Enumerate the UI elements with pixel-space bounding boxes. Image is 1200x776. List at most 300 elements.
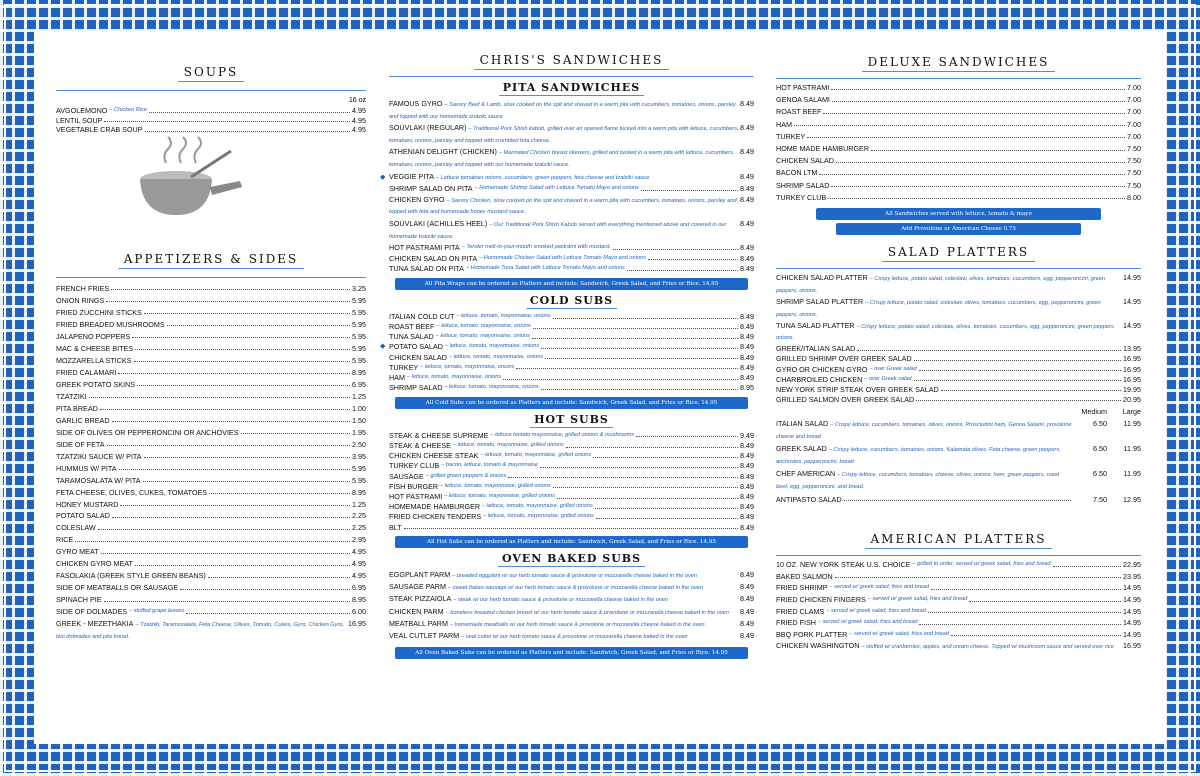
menu-item-body	[56, 416, 352, 426]
menu-item-price: 14.95	[1123, 296, 1141, 306]
menu-item-price: 14.95	[1123, 583, 1141, 593]
menu-item-body	[389, 184, 740, 194]
menu-item	[389, 492, 754, 502]
menu-item-price: 8.95	[740, 383, 754, 393]
menu-item-desc: – Homemade Tuna Salad with Lettuce Tomato Mayo and onions	[465, 265, 625, 272]
column-soups-appetizers	[56, 65, 366, 645]
menu-item-name: SAUSAGE	[389, 471, 424, 481]
menu-item-desc: – lettuce, tomato, mayonnaise, onions	[406, 374, 502, 381]
dot-leader	[112, 421, 350, 422]
menu-item	[776, 595, 1141, 605]
menu-item-name: HOMEMADE HAMBURGER	[389, 502, 481, 512]
menu-item	[389, 219, 754, 242]
menu-item-desc: – Crispy lettuce, cucumbers, tomatoes, olives, onions, Prosciuttini ham, Genoa Salami, provolone cheese and bread	[776, 422, 1072, 440]
dot-leader	[914, 380, 1121, 381]
menu-item	[389, 582, 754, 594]
menu-item-body	[776, 630, 1123, 640]
menu-item-name: SHRIMP SALAD	[776, 180, 830, 190]
menu-item-body	[56, 511, 352, 521]
menu-item-price: 2.25	[352, 523, 366, 533]
menu-item-name: CHARBROILED CHICKEN	[776, 374, 863, 384]
menu-item-body	[56, 607, 352, 617]
menu-item-name: SHRIMP SALAD ON PITA	[389, 184, 473, 194]
menu-item-desc: – served w/ greek salad, fries and bread	[829, 584, 930, 591]
dot-leader	[553, 487, 738, 488]
dot-leader	[508, 477, 738, 478]
menu-item-name: FRIED BREADED MUSHROOMS	[56, 319, 165, 329]
menu-item-desc: – sweet Italian sausage w/ our herb tomato sauce & provolone or mozzarella cheese baked in the oven	[447, 585, 703, 592]
dot-leader	[516, 368, 738, 369]
menu-item-body	[389, 264, 740, 274]
menu-item	[776, 469, 1141, 492]
menu-item-price: 8.49	[740, 184, 754, 194]
menu-item-name: JALAPENO POPPERS	[56, 331, 131, 341]
menu-item-name: GREEK/ITALIAN SALAD	[776, 344, 856, 354]
menu-item-body	[389, 582, 740, 594]
pita-banner: All Pita Wraps can be ordered as Platters and include: Sandwich, Greek Salad, and Fries or Rice. 14.95	[395, 278, 748, 290]
menu-item-body	[776, 297, 1123, 320]
menu-item-name: SIDE OF OLIVES OR PEPPERONCINI OR ANCHOVIES	[56, 427, 239, 437]
menu-item-body	[389, 363, 740, 373]
menu-item-body	[776, 132, 1127, 142]
menu-item	[776, 375, 1141, 385]
american-list	[776, 560, 1141, 653]
menu-item	[56, 500, 366, 510]
appetizers-title: APPETIZERS & SIDES	[56, 252, 366, 269]
menu-item-price: 8.49	[740, 123, 754, 133]
menu-item-body	[776, 583, 1123, 593]
menu-item-name: FRIED FISH	[776, 618, 816, 628]
menu-item-name: TUNA SALAD	[389, 332, 434, 342]
menu-item-desc: – lettuce, tomato, mayonnaise, onions	[444, 343, 540, 350]
menu-item	[389, 472, 754, 482]
dot-leader	[969, 601, 1121, 602]
menu-item-desc: – Lettuce tomatoes onions, cucumbers, green peppers, feta cheese and tzatziki sauce	[436, 174, 650, 181]
medium-label: Medium	[1081, 407, 1107, 417]
menu-item-body	[776, 168, 1127, 178]
salad-sized-list	[776, 419, 1141, 504]
dot-leader	[844, 500, 1071, 501]
menu-item-body	[56, 571, 352, 581]
menu-item	[389, 441, 754, 451]
menu-item-desc: – lettuce, tomato, mayonnaise, onions	[420, 363, 515, 370]
dot-leader	[931, 589, 1121, 590]
menu-item-body	[389, 472, 740, 482]
menu-item-name: ROAST BEEF	[776, 107, 822, 117]
dot-leader	[835, 577, 1121, 578]
dot-leader	[209, 493, 350, 494]
menu-item-body	[389, 461, 740, 471]
menu-item-body	[389, 312, 740, 322]
menu-item-price: 8.95	[352, 487, 366, 497]
menu-item-desc: – Savory Chicken, slow cooked on the spit and shaved in a warm pita with cucumbers, tomatoes, onions, parsley and topped with feta and homemade honey mustard sauce.	[389, 197, 737, 216]
menu-item	[776, 385, 1141, 395]
menu-item-body	[56, 404, 352, 414]
menu-item-name: STEAK & CHEESE	[389, 441, 451, 450]
dot-leader	[135, 565, 350, 566]
dot-leader	[595, 508, 738, 509]
menu-item-body	[776, 107, 1127, 117]
menu-item-price: 8.49	[740, 631, 754, 641]
menu-item-body	[776, 144, 1127, 154]
dot-leader	[533, 328, 738, 329]
menu-item-price: 7.50	[1127, 156, 1141, 166]
menu-item-desc: – grilled to order, served w/ greek salad, fries and bread	[912, 561, 1051, 568]
menu-item-price: 8.49	[740, 373, 754, 383]
menu-item-name: FAMOUS GYRO	[389, 99, 443, 108]
menu-item-body	[776, 469, 1073, 492]
menu-item-price: 1.25	[352, 499, 366, 509]
menu-item-name: GREEK - MEZETHAKIA	[56, 619, 134, 629]
cold-subs-title: COLD SUBS	[389, 294, 754, 309]
menu-item-body	[776, 120, 1127, 130]
menu-item-price: 14.95	[1123, 320, 1141, 330]
appetizers-list	[56, 284, 366, 643]
menu-item	[56, 106, 366, 116]
menu-item-name: AVGOLEMONO	[56, 106, 108, 115]
menu-item	[56, 583, 366, 593]
menu-item-name: GRILLED SALMON OVER GREEK SALAD	[776, 394, 915, 404]
menu-item-price: 19.95	[1123, 384, 1141, 394]
menu-item	[776, 193, 1141, 203]
menu-item	[56, 284, 366, 294]
menu-item	[389, 243, 754, 253]
menu-item-body	[389, 383, 740, 393]
deluxe-list	[776, 83, 1141, 202]
menu-item	[56, 476, 366, 486]
menu-item-body	[56, 368, 352, 378]
menu-item	[776, 395, 1141, 405]
menu-item-name: CHICKEN GYRO MEAT	[56, 559, 133, 569]
menu-item	[56, 332, 366, 342]
menu-item	[389, 332, 754, 342]
menu-item	[776, 365, 1141, 375]
menu-item-name: FRIED ZUCCHINI STICKS	[56, 307, 142, 317]
menu-item-desc: – lettuce, tomato, mayonnaise, onions	[456, 312, 551, 319]
menu-item-desc: – lettuce tomato mayonnaise, grilled onions & mushrooms	[490, 431, 635, 438]
dot-leader	[241, 433, 350, 434]
menu-item-price: 16.95	[1123, 364, 1141, 374]
menu-item-price-large: 11.95	[1123, 444, 1141, 454]
menu-item	[776, 144, 1141, 154]
menu-item-body	[389, 243, 740, 253]
menu-item	[389, 363, 754, 373]
menu-item-body	[56, 488, 352, 498]
menu-item-price: 5.95	[352, 475, 366, 485]
menu-item-body	[389, 322, 740, 332]
menu-item-body	[56, 284, 352, 294]
menu-item-name: MAC & CHEESE BITES	[56, 343, 134, 353]
dot-leader	[1053, 566, 1121, 567]
menu-item-desc: – lettuce, tomato, mayonnaise, onions	[444, 384, 539, 391]
menu-item-price-medium: 6.50	[1093, 444, 1107, 454]
menu-item-name: FRIED CHICKEN TENDERS	[389, 512, 482, 522]
menu-item-name: FRIED CALAMARI	[56, 367, 117, 377]
menu-item-name: TZATZIKI	[56, 391, 87, 401]
menu-item	[776, 181, 1141, 191]
menu-item-body	[56, 547, 352, 557]
menu-item-price: 7.50	[1127, 168, 1141, 178]
menu-item-price: 9.49	[740, 430, 754, 440]
menu-item-name: HAM	[776, 119, 792, 129]
dot-leader	[186, 613, 350, 614]
menu-item-price: 8.49	[740, 451, 754, 461]
menu-item-name: LENTIL SOUP	[56, 115, 103, 125]
menu-item-name: CHICKEN SALAD ON PITA	[389, 253, 478, 263]
menu-item-price: 8.49	[740, 264, 754, 274]
menu-item	[389, 594, 754, 606]
menu-item-price: 6.95	[352, 583, 366, 593]
menu-item-name: FETA CHEESE, OLIVES, CUKES, TOMATOES	[56, 487, 208, 497]
dot-leader	[144, 457, 350, 458]
menu-item-name: TUNA SALAD PLATTER	[776, 320, 855, 330]
dot-leader	[794, 125, 1125, 126]
menu-item	[56, 380, 366, 390]
menu-item-price: 8.49	[740, 171, 754, 181]
menu-item-price: 8.49	[740, 606, 754, 616]
menu-item-name: 10 OZ. NEW YORK STEAK U.S. CHOICE	[776, 560, 911, 570]
menu-item	[380, 171, 754, 184]
menu-item	[776, 321, 1141, 344]
menu-item-price-medium: 6.50	[1093, 419, 1107, 428]
menu-item-name: HAM	[389, 373, 405, 383]
menu-item-price: 5.95	[352, 355, 366, 365]
dot-leader	[823, 113, 1125, 114]
dot-leader	[916, 400, 1121, 401]
menu-item-body	[56, 344, 352, 354]
menu-item-name: GRILLED SHRIMP OVER GREEK SALAD	[776, 354, 912, 364]
menu-item-body	[56, 583, 352, 593]
menu-item-price: 1.25	[352, 391, 366, 401]
dot-leader	[75, 541, 350, 542]
menu-item	[56, 535, 366, 545]
soups-size-label: 16 oz	[348, 97, 366, 104]
menu-item-body	[389, 607, 740, 619]
dot-leader	[149, 112, 350, 113]
menu-item-price: 1.00	[352, 403, 366, 413]
menu-item	[776, 354, 1141, 364]
menu-item-desc: – lettuce, tomato, mayonnaise, grilled onions	[452, 442, 564, 448]
hot-banner: All Hot Subs can be ordered as Platters and include: Sandwich, Greek Salad, and Fries or Rice. 14.95	[395, 536, 748, 548]
menu-item-price: 3.25	[352, 283, 366, 293]
menu-item-body	[380, 171, 740, 184]
dot-leader	[503, 379, 738, 380]
salad-rule	[776, 268, 1141, 269]
menu-item-body	[56, 452, 352, 462]
menu-item-name: CHICKEN SALAD	[389, 352, 447, 362]
menu-item-price: 16.95	[1123, 641, 1141, 651]
menu-item-price-large: 11.95	[1123, 469, 1141, 479]
menu-item-price: 8.49	[740, 218, 754, 228]
menu-item-body	[56, 428, 352, 438]
salad-list	[776, 273, 1141, 404]
menu-item-body	[389, 195, 740, 218]
menu-item-name: TURKEY CLUB	[389, 461, 440, 471]
appetizers-rule	[56, 277, 366, 278]
menu-item-name: CHICKEN WASHINGTON	[776, 641, 860, 651]
menu-item-price: 8.49	[740, 311, 754, 321]
menu-item-name: HOT PASTRAMI	[389, 491, 443, 501]
menu-item-desc: – over Greek salad	[869, 365, 917, 372]
menu-item-body	[776, 618, 1123, 628]
menu-item-price: 8.49	[740, 332, 754, 342]
dot-leader	[836, 162, 1125, 163]
salad-title: SALAD PLATTERS	[776, 245, 1141, 262]
menu-item-desc: – lettuce, tomato, mayonnaise, grilled onions	[444, 492, 555, 499]
menu-item	[380, 342, 754, 352]
menu-item	[776, 560, 1141, 570]
dot-leader	[111, 289, 350, 290]
menu-item-body	[776, 560, 1123, 570]
menu-item-name: TARAMOSALATA W/ PITA	[56, 475, 141, 485]
dot-leader	[541, 348, 738, 349]
menu-item	[389, 523, 754, 533]
menu-item	[389, 264, 754, 274]
dot-leader	[857, 350, 1121, 351]
menu-item-price: 8.49	[740, 570, 754, 580]
menu-item-name: GREEK POTATO SKINS	[56, 379, 136, 389]
menu-item-name: POTATO SALAD	[56, 511, 110, 521]
menu-item-name: ROAST BEEF	[389, 322, 435, 332]
menu-item-price: 7.00	[1127, 95, 1141, 105]
menu-item-price: 5.95	[352, 343, 366, 353]
menu-item-price: 8.49	[740, 352, 754, 362]
menu-item-price: 2.50	[352, 439, 366, 449]
menu-item-desc: – stuffed w/ cranberries, apples, and cream cheese. Topped w/ mushroom sauce and served over rice	[861, 644, 1114, 651]
menu-item-body	[56, 619, 348, 642]
pita-title: PITA SANDWICHES	[389, 81, 754, 96]
menu-item	[56, 464, 366, 474]
menu-item-price: 8.49	[740, 582, 754, 592]
menu-item	[56, 356, 366, 366]
menu-item-body	[389, 353, 740, 363]
menu-item-name: ANTIPASTO SALAD	[776, 494, 842, 504]
menu-item	[389, 570, 754, 582]
menu-item-price: 2.25	[352, 511, 366, 521]
menu-item-desc: – lettuce, tomato, mayonnaise, onions	[448, 353, 544, 360]
menu-item-price: 4.95	[352, 571, 366, 581]
menu-item-price: 6.95	[352, 379, 366, 389]
menu-item-name: GREEK SALAD	[776, 444, 827, 454]
dot-leader	[871, 150, 1125, 151]
menu-item	[776, 444, 1141, 467]
menu-item-price: 14.95	[1123, 594, 1141, 604]
menu-item	[56, 595, 366, 605]
menu-item-desc: – Crispy lettuce, potato salad, coleslaw, olives, tomatoes, cucumbers, egg, pepperoncini, green peppers, onions.	[776, 299, 1101, 318]
menu-item-body	[776, 385, 1123, 395]
menu-item-body	[389, 502, 740, 512]
dot-leader	[208, 577, 350, 578]
menu-item-desc: – served w/ greek salad, fries and bread	[867, 595, 968, 602]
menu-item-price: 8.49	[740, 194, 754, 204]
menu-item	[776, 630, 1141, 640]
menu-item-body	[389, 123, 740, 146]
menu-item-name: CHICKEN PARM	[389, 606, 444, 616]
menu-item-name: FRIED CHICKEN FINGERS	[776, 594, 866, 604]
menu-item-body	[776, 83, 1127, 93]
menu-item	[776, 297, 1141, 320]
menu-item	[389, 431, 754, 441]
menu-item-name: SOUVLAKI (REGULAR)	[389, 123, 467, 133]
menu-item-price: 7.50	[1127, 180, 1141, 190]
menu-item-price-medium: 6.50	[1093, 469, 1107, 479]
menu-item	[389, 184, 754, 194]
menu-item-body	[776, 444, 1073, 467]
menu-item-desc: – lettuce, tomato, mayonnaise, grilled onions	[440, 482, 551, 489]
menu-item	[776, 107, 1141, 117]
menu-item	[56, 488, 366, 498]
menu-item-desc: – over Greek salad	[864, 375, 912, 382]
dot-leader	[532, 338, 738, 339]
menu-item	[56, 523, 366, 533]
menu-item-name: ITALIAN SALAD	[776, 419, 829, 428]
menu-item-name: VEAL CUTLET PARM	[389, 631, 460, 641]
menu-item-desc: – homemade meatballs w/ our herb tomato sauce & provolone or mozzarella cheese baked in the oven	[449, 621, 705, 628]
menu-item	[389, 482, 754, 492]
menu-item-desc: – Homemade Chicken Salad with Lettuce Tomato Mayo and onions	[479, 254, 646, 261]
menu-item-desc: – Crispy lettuce, cucumbers, tomatoes, cheese, olives, onions, ham, green peppers, roast beef, egg, pepperoncini, and bread.	[776, 472, 1060, 490]
menu-item-price: 14.95	[1123, 618, 1141, 628]
menu-item-name: BLT	[389, 522, 402, 532]
menu-item-name: GARLIC BREAD	[56, 415, 110, 425]
dot-leader	[107, 445, 350, 446]
menu-item-price: 8.49	[740, 461, 754, 471]
menu-item	[776, 618, 1141, 628]
dot-leader	[135, 349, 350, 350]
menu-item	[56, 392, 366, 402]
cold-subs-list	[380, 311, 754, 393]
menu-item-price: 8.49	[740, 491, 754, 501]
deluxe-rule	[776, 78, 1141, 79]
menu-item-name: TURKEY CLUB	[776, 192, 827, 202]
dot-leader	[807, 137, 1125, 138]
dot-leader	[104, 601, 350, 602]
menu-item-body	[776, 193, 1127, 203]
menu-item-body	[776, 321, 1123, 344]
menu-item-price: 7.00	[1127, 119, 1141, 129]
menu-item	[389, 254, 754, 264]
deluxe-title: DELUXE SANDWICHES	[776, 55, 1141, 72]
menu-item-desc: – lettuce, tomato, mayonnaise, onions	[435, 333, 530, 340]
menu-item-body	[389, 594, 740, 606]
menu-item	[56, 547, 366, 557]
menu-item-name: SIDE OF FETA	[56, 439, 105, 449]
soups-list	[56, 106, 366, 135]
menu-item-name: POTATO SALAD	[389, 342, 443, 352]
menu-item-body	[776, 572, 1123, 582]
menu-item-price-medium: 7.50	[1093, 494, 1107, 504]
dot-leader	[831, 89, 1125, 90]
american-title: AMERICAN PLATTERS	[776, 532, 1141, 549]
fish-icon: ◆	[380, 343, 386, 351]
menu-item-body	[389, 441, 740, 451]
menu-item	[776, 495, 1141, 505]
menu-item-body	[389, 332, 740, 342]
menu-item-body	[56, 535, 352, 545]
menu-item-price: 7.00	[1127, 131, 1141, 141]
menu-item-body	[389, 512, 740, 522]
menu-item-name: COLESLAW	[56, 523, 96, 533]
menu-page	[34, 31, 1166, 744]
menu-item-price: 8.49	[740, 342, 754, 352]
menu-item	[389, 123, 754, 146]
menu-item-body	[389, 619, 740, 631]
menu-item	[776, 607, 1141, 617]
dot-leader	[112, 517, 350, 518]
menu-item-body	[776, 365, 1123, 375]
menu-item	[776, 572, 1141, 582]
menu-item-desc: – Savory Beef & Lamb, slow cooked on the spit and shaved in a warm pita with cucumbers, tomatoes, onions, parsley and topped with our homemade tzatziki sauce	[389, 102, 736, 120]
